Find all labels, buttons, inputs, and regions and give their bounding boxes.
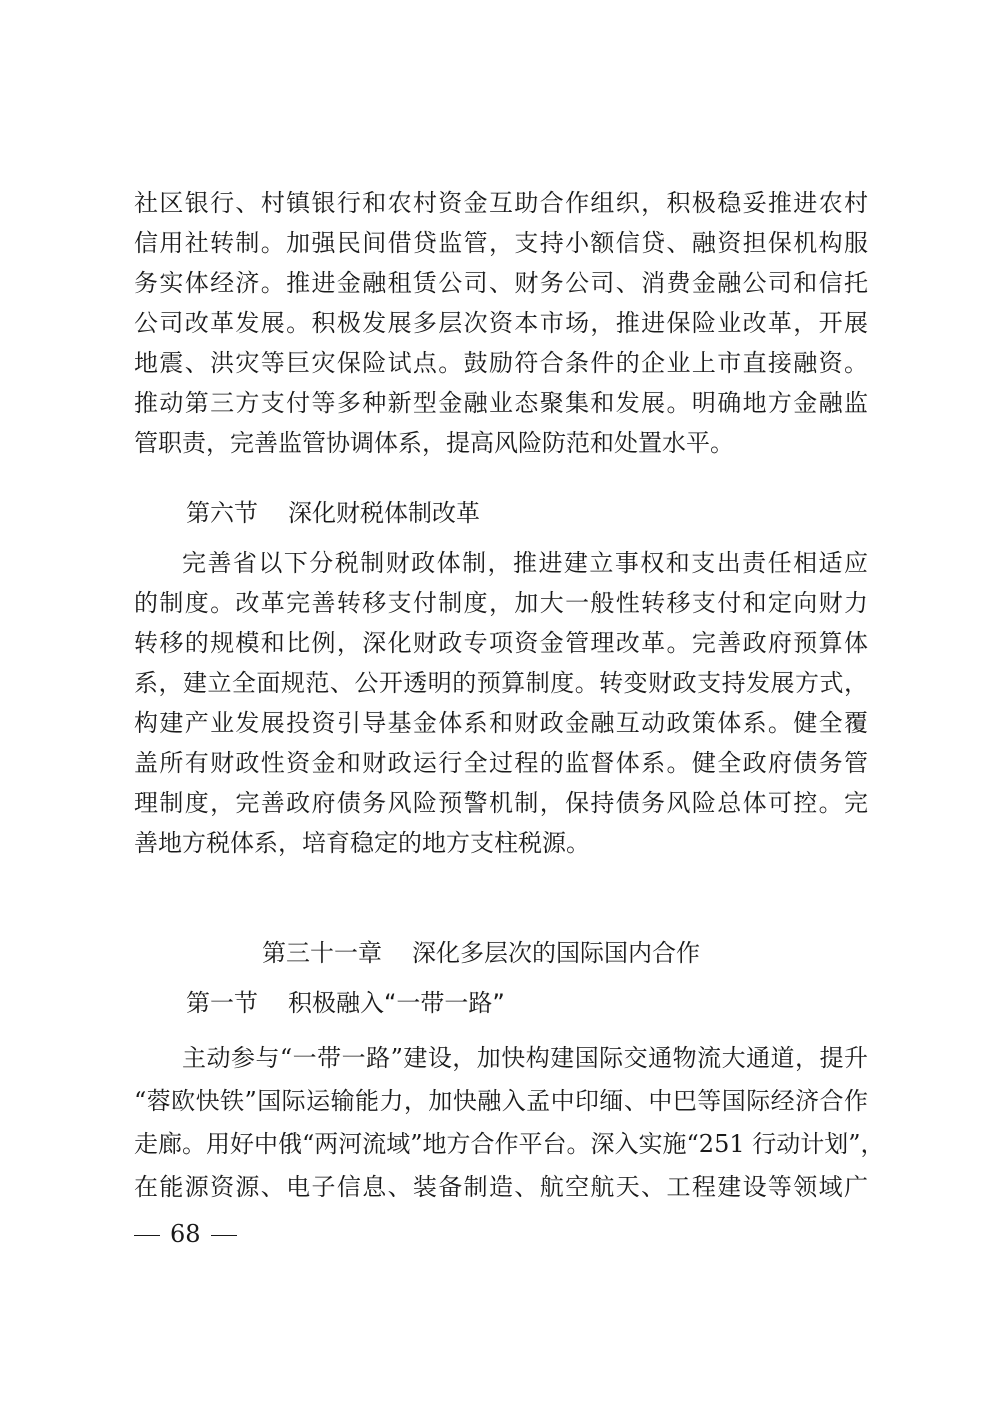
dash-right bbox=[211, 1235, 237, 1236]
paragraph-line: 管职责，完善监管协调体系，提高风险防范和处置水平。 bbox=[134, 429, 734, 457]
chapter-title: 深化多层次的国际国内合作 bbox=[412, 939, 700, 967]
dash-left bbox=[134, 1235, 160, 1236]
paragraph-line: 走廊。用好中俄“两河流域”地方合作平台。深入实施“251 行动计划”， bbox=[134, 1130, 885, 1158]
section-title: 深化财税体制改革 bbox=[288, 499, 480, 527]
chapter-number: 第三十一章 bbox=[262, 939, 382, 967]
paragraph-line: 理制度，完善政府债务风险预警机制，保持债务风险总体可控。完 bbox=[134, 789, 868, 817]
section-heading bbox=[186, 493, 480, 533]
paragraph-line: 地震、洪灾等巨灾保险试点。鼓励符合条件的企业上市直接融资。 bbox=[134, 349, 868, 377]
paragraph-line: 盖所有财政性资金和财政运行全过程的监督体系。健全政府债务管 bbox=[134, 749, 868, 777]
paragraph-line: 公司改革发展。积极发展多层次资本市场，推进保险业改革，开展 bbox=[134, 309, 868, 337]
paragraph-line: 善地方税体系，培育稳定的地方支柱税源。 bbox=[134, 829, 590, 857]
paragraph-line: 在能源资源、电子信息、装备制造、航空航天、工程建设等领域广 bbox=[134, 1173, 868, 1201]
paragraph-line: 的制度。改革完善转移支付制度，加大一般性转移支付和定向财力 bbox=[134, 589, 868, 617]
paragraph-line: 主动参与“一带一路”建设，加快构建国际交通物流大通道，提升 bbox=[182, 1044, 868, 1072]
paragraph-line: 务实体经济。推进金融租赁公司、财务公司、消费金融公司和信托 bbox=[134, 269, 868, 297]
paragraph-line: 构建产业发展投资引导基金体系和财政金融互动政策体系。健全覆 bbox=[134, 709, 868, 737]
section-title: 积极融入“一带一路” bbox=[288, 989, 505, 1017]
section-heading bbox=[186, 983, 505, 1023]
page-number bbox=[134, 1214, 237, 1254]
paragraph-line: 推动第三方支付等多种新型金融业态聚集和发展。明确地方金融监 bbox=[134, 389, 868, 417]
paragraph-line: “蓉欧快铁”国际运输能力，加快融入孟中印缅、中巴等国际经济合作 bbox=[134, 1087, 868, 1115]
paragraph-line: 完善省以下分税制财政体制，推进建立事权和支出责任相适应 bbox=[182, 549, 868, 577]
paragraph-line: 信用社转制。加强民间借贷监管，支持小额信贷、融资担保机构服 bbox=[134, 229, 868, 257]
paragraph-line: 系，建立全面规范、公开透明的预算制度。转变财政支持发展方式， bbox=[134, 669, 868, 697]
chapter-heading bbox=[262, 933, 700, 973]
page-number-value: 68 bbox=[170, 1220, 201, 1248]
paragraph-line: 转移的规模和比例，深化财政专项资金管理改革。完善政府预算体 bbox=[134, 629, 868, 657]
section-number: 第六节 bbox=[186, 499, 258, 527]
section-number: 第一节 bbox=[186, 989, 258, 1017]
paragraph-line: 社区银行、村镇银行和农村资金互助合作组织，积极稳妥推进农村 bbox=[134, 189, 868, 217]
